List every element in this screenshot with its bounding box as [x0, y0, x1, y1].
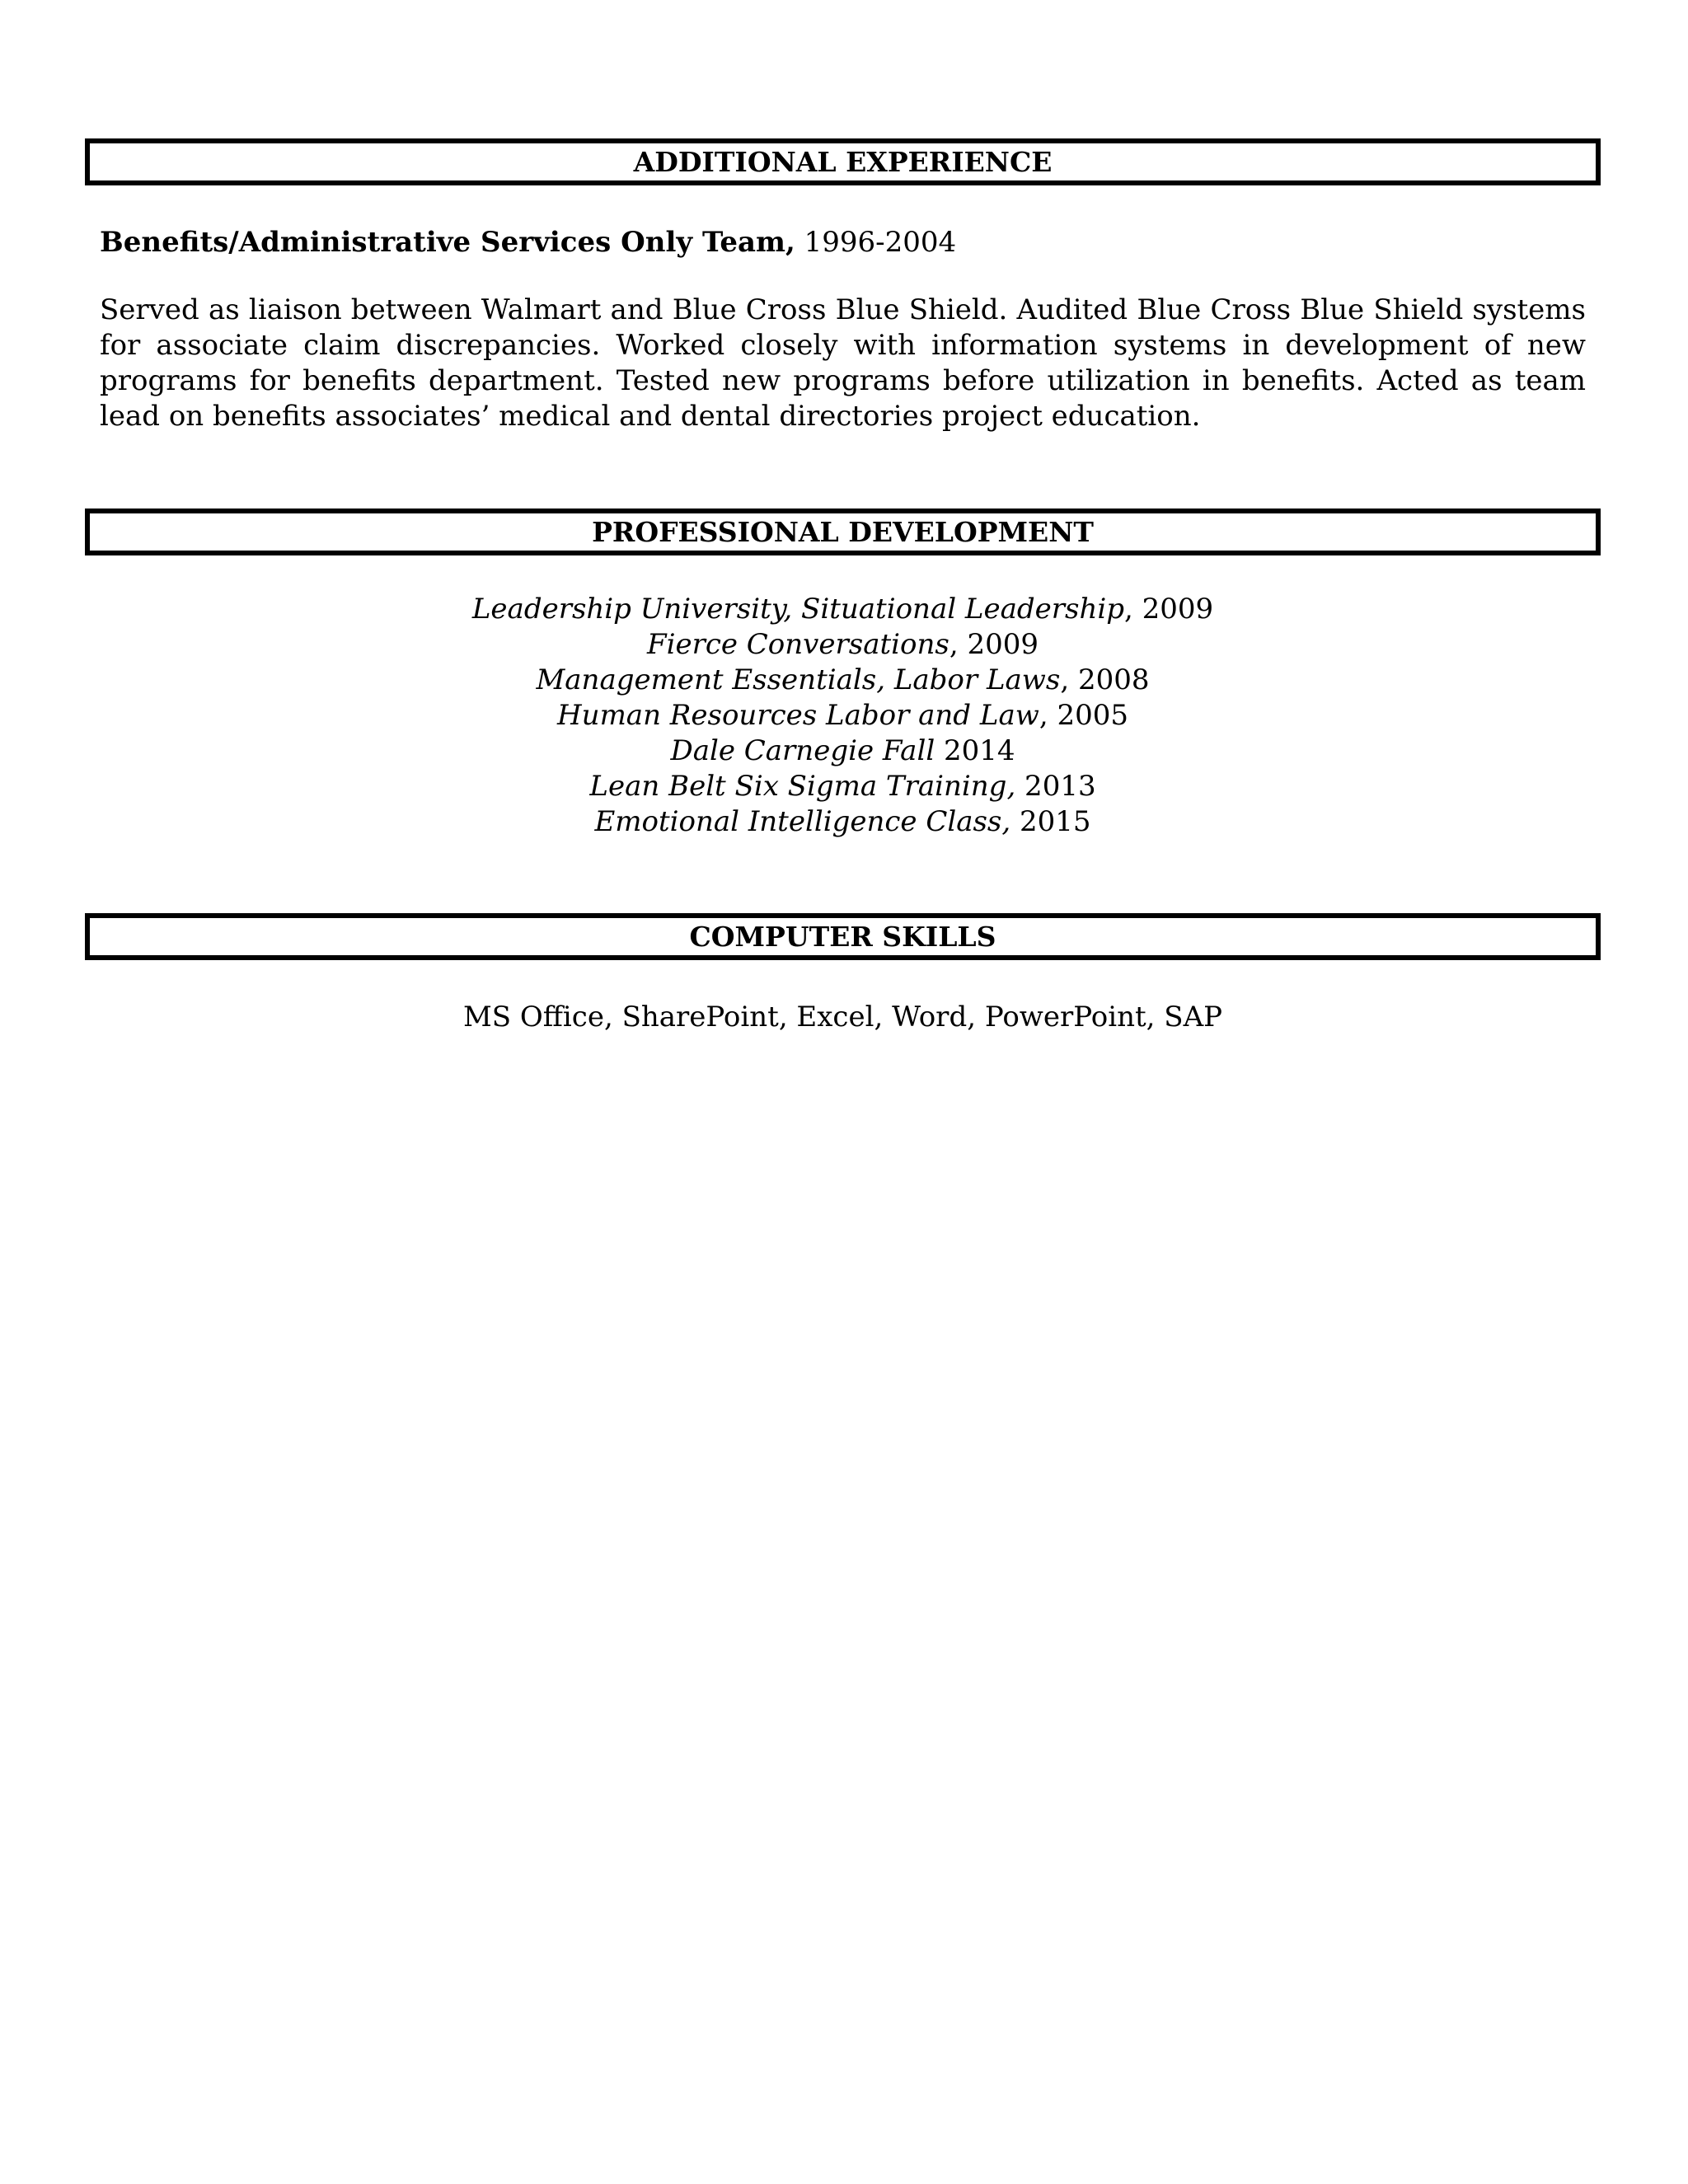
course-name: Emotional Intelligence Class, — [594, 805, 1011, 838]
list-item — [85, 627, 1601, 663]
course-name: Management Essentials, Labor Laws — [536, 663, 1061, 696]
list-item — [85, 804, 1601, 840]
role-description: Served as liaison between Walmart and Blue Cross Blue Shield. Audited Blue Cross Blue Shield systems for associate claim discrepancies. Worked closely with information systems in development of new programs for benefits department. Tested new programs before utilization in benefits. Acted as team lead on benefits associates’ medical and dental directories project education. — [100, 293, 1586, 433]
additional-experience-title: ADDITIONAL EXPERIENCE — [633, 146, 1053, 178]
list-item — [85, 733, 1601, 769]
course-name: Lean Belt Six Sigma Training, — [589, 770, 1016, 803]
computer-skills-title: COMPUTER SKILLS — [689, 921, 996, 953]
list-item — [85, 663, 1601, 698]
course-name: Leadership University, Situational Leadership — [471, 593, 1124, 626]
course-year: 2014 — [935, 734, 1015, 767]
course-year: , 2008 — [1060, 663, 1150, 696]
professional-development-header — [85, 509, 1601, 555]
course-year: 2015 — [1010, 805, 1091, 838]
role-dates: 1996-2004 — [795, 226, 957, 259]
course-name: Dale Carnegie Fall — [670, 734, 935, 767]
course-name: Fierce Conversations — [646, 628, 950, 661]
course-year: , 2009 — [1124, 593, 1214, 626]
list-item — [85, 769, 1601, 804]
role-line — [100, 223, 956, 262]
professional-development-title: PROFESSIONAL DEVELOPMENT — [592, 516, 1094, 548]
role-title: Benefits/Administrative Services Only Team, — [100, 226, 795, 259]
course-name: Human Resources Labor and Law — [557, 699, 1039, 732]
professional-development-list — [85, 592, 1601, 840]
course-year: , 2005 — [1039, 699, 1128, 732]
list-item — [85, 592, 1601, 627]
computer-skills-header — [85, 913, 1601, 960]
course-year: 2013 — [1015, 770, 1096, 803]
list-item — [85, 698, 1601, 733]
computer-skills-text: MS Office, SharePoint, Excel, Word, PowerPoint, SAP — [462, 1001, 1223, 1033]
course-year: , 2009 — [949, 628, 1039, 661]
additional-experience-header — [85, 138, 1601, 185]
